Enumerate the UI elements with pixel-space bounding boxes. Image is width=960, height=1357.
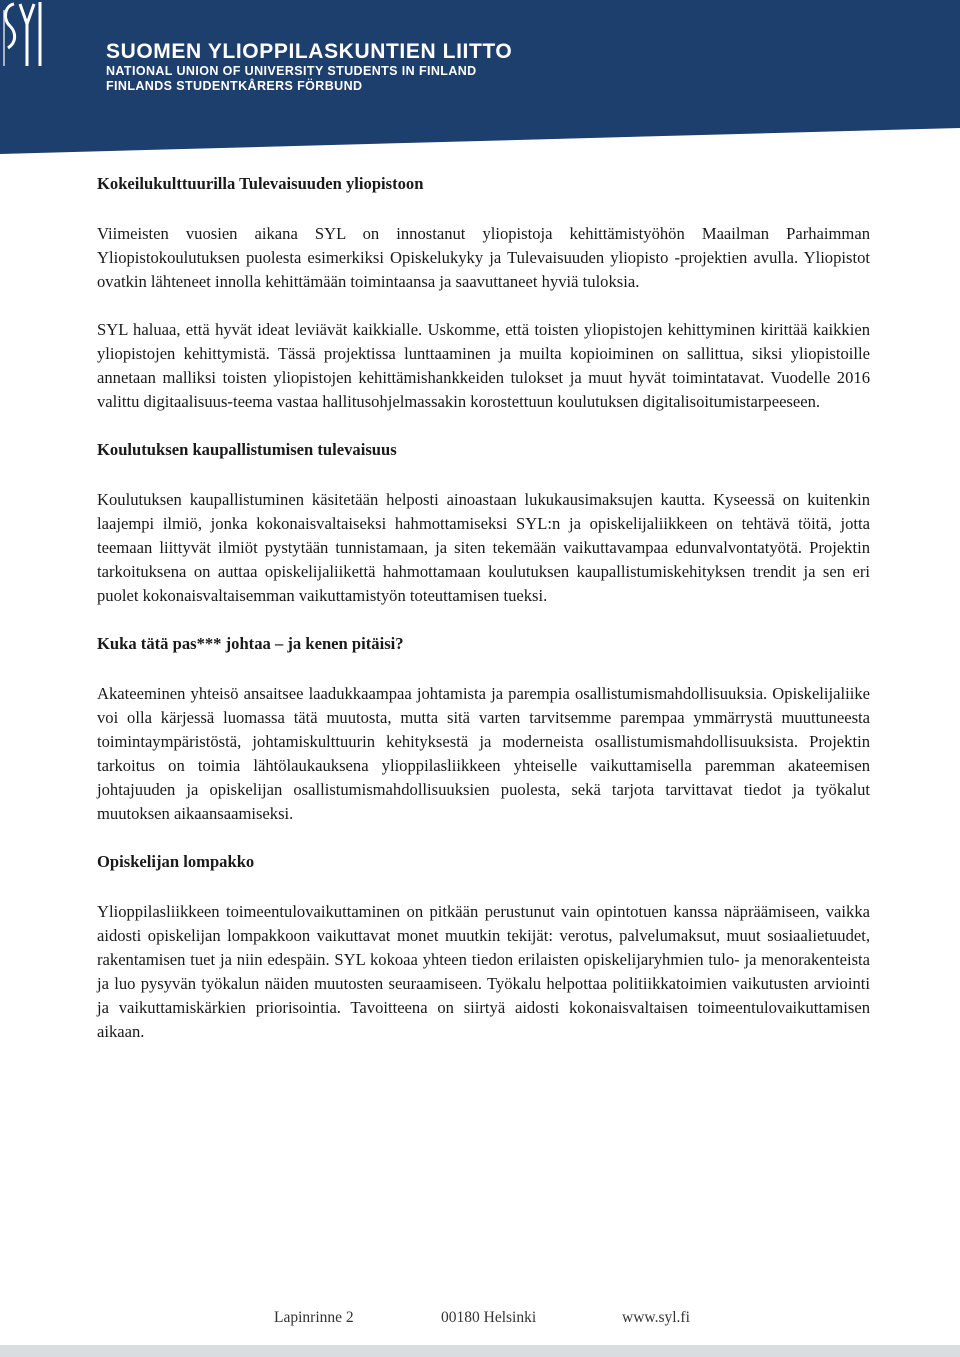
paragraph: Akateeminen yhteisö ansaitsee laadukkaampaa johtamista ja parempia osallistumismahdollisuuksia. Opiskelijaliike voi olla kärjessä luomassa tätä muutosta, mutta sitä varten tarvitsemme parempaa ymmärrystä muuttuneesta toimintaympäristöstä, johtamiskulttuurin kehityksestä ja moderneista osallistumismahdollisuuksista. Projektin tarkoitus on toimia lähtölaukauksena ylioppilasliikkeen yhteiselle vaikuttamisella paremman akateemisen johtajuuden ja opiskelijan osallistumismahdollisuuksien puolesta, sekä tarjota tarvittavat tiedot ja työkalut muutoksen aikaansaamiseksi.: [97, 684, 870, 823]
organization-name: [106, 40, 512, 94]
section-kokeilukulttuuri: [97, 172, 870, 414]
section-opiskelijan-lompakko: [97, 850, 870, 1044]
org-name-en: NATIONAL UNION OF UNIVERSITY STUDENTS IN FINLAND: [106, 64, 477, 78]
paragraph: Ylioppilasliikkeen toimeentulovaikuttaminen on pitkään perustunut vain opintotuen kanssa näpräämiseen, vaikka aidosti opiskelijan lompakkoon vaikuttavat monet muutkin tekijät: verotus, palvelumaksut, muut sosiaalietuudet, rakentamisen tuet ja niin edespäin. SYL kokoaa yhteen tiedon erilaisten opiskelijaryhmien tulo- ja menorakenteista ja luo pysyvän työkalun näiden muutosten seuraamiseen. Työkalu helpottaa politiikkatoimien vaikutusten arviointi ja vaikuttamiskärkien priorisointia. Tavoitteena on siirtyä aidosti kokonaisvaltaisen toimeentulovaikuttamisen aikaan.: [97, 902, 870, 1041]
org-name-fi: SUOMEN YLIOPPILASKUNTIEN LIITTO: [106, 40, 513, 63]
section-johtaminen: [97, 632, 870, 826]
footer-website-link[interactable]: www.syl.fi: [622, 1309, 690, 1326]
section-kaupallistuminen: [97, 438, 870, 608]
syl-logo-icon: [0, 0, 46, 70]
org-name-sv: FINLANDS STUDENTKÅRERS FÖRBUND: [106, 79, 363, 93]
footer-city: 00180 Helsinki: [441, 1309, 537, 1326]
page-footer: [0, 1296, 960, 1357]
document-body: [97, 172, 870, 1068]
footer-bar: [0, 1345, 960, 1357]
section-heading: Koulutuksen kaupallistumisen tulevaisuus: [97, 440, 397, 459]
paragraph: SYL haluaa, että hyvät ideat leviävät kaikkialle. Uskomme, että toisten yliopistojen kehittyminen kirittää kaikkien yliopistojen kehittymistä. Tässä projektissa lunttaaminen ja muilta kopioiminen on sallittua, siksi yliopistoille annetaan malliksi toisten yliopistojen kehittämishankkeiden tulokset ja muut hyvät toimintatavat. Vuodelle 2016 valittu digitaalisuus-teema vastaa hallitusohjelmassakin korostettuun koulutuksen digitalisoitumistarpeeseen.: [97, 320, 870, 411]
section-heading: Opiskelijan lompakko: [97, 852, 255, 871]
section-heading: Kuka tätä pas*** johtaa – ja kenen pitäisi?: [97, 634, 404, 653]
footer-street: Lapinrinne 2: [274, 1309, 354, 1326]
paragraph: Viimeisten vuosien aikana SYL on innostanut yliopistoja kehittämistyöhön Maailman Parhaimman Yliopistokoulutuksen puolesta esimerkiksi Opiskelukyky ja Tulevaisuuden yliopisto -projektien avulla. Yliopistot ovatkin lähteneet innolla kehittämään toimintaansa ja saavuttaneet hyviä tuloksia.: [97, 224, 870, 291]
paragraph: Koulutuksen kaupallistuminen käsitetään helposti ainoastaan lukukausimaksujen kautta. Kyseessä on kuitenkin laajempi ilmiö, jonka kokonaisvaltaiseksi hahmottamiseksi SYL:n ja opiskelijaliikkeen on tehtävä töitä, jotta teemaan liittyvät ilmiöt pystytään tunnistamaan, ja siten tekemään vaikuttavampaa edunvalvontatyötä. Projektin tarkoituksena on auttaa opiskelijaliikettä hahmottamaan koulutuksen kaupallistumiskehityksen trendit ja sen eri puolet kokonaisvaltaisemman vaikuttamistyön toteuttamisen tueksi.: [97, 490, 870, 605]
section-heading: Kokeilukulttuurilla Tulevaisuuden yliopistoon: [97, 174, 424, 193]
header-banner: [0, 0, 960, 158]
